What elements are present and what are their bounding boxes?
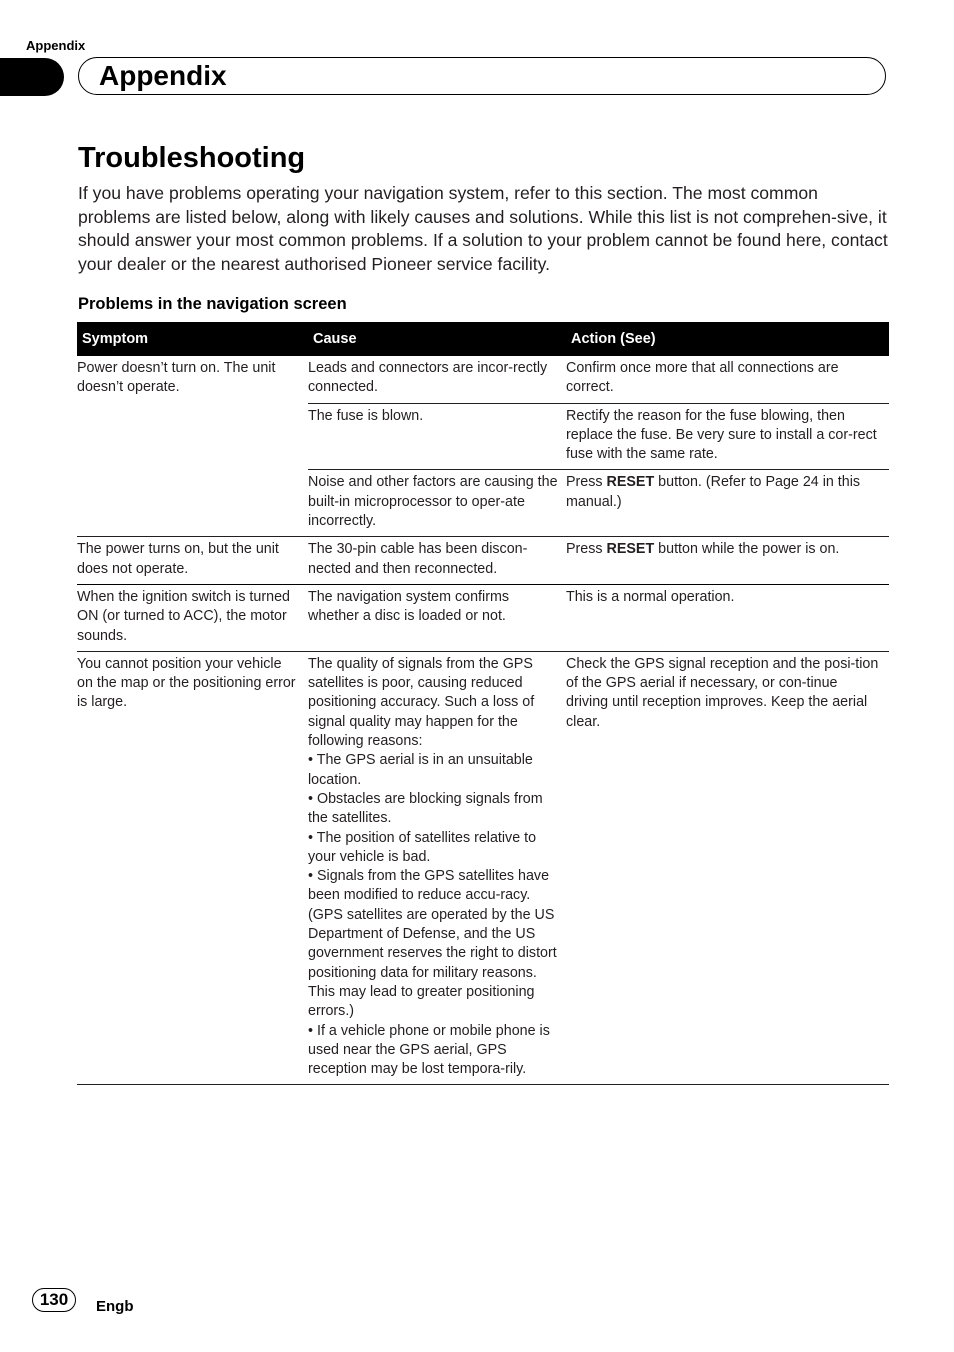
header-action: Action (See) (566, 322, 889, 356)
cause-bullet: • Signals from the GPS satellites have been modified to reduce accu-racy. (GPS satellites are operated by the US Department of Defense, and the US government reserves the right to distort positioning data for military reasons. This may lead to greater positioning errors.) (308, 868, 557, 1020)
cause-bullet: • The GPS aerial is in an unsuitable location. (308, 752, 533, 788)
cause-bullet: • If a vehicle phone or mobile phone is used near the GPS aerial, GPS reception may be lost tempora-rily. (308, 1022, 550, 1078)
troubleshooting-table (77, 322, 889, 1085)
action-text: Press (566, 474, 607, 491)
cause-intro: The quality of signals from the GPS satellites is poor, causing reduced positioning accuracy. Such a loss of signal quality may happen for the following reasons: (308, 655, 535, 750)
symptom-cell: When the ignition switch is turned ON (or turned to ACC), the motor sounds. (77, 584, 308, 651)
action-text: Press (566, 541, 607, 558)
action-text: button while the power is on. (654, 541, 840, 558)
action-cell: Rectify the reason for the fuse blowing, then replace the fuse. Be very sure to install a cor-rect fuse with the same rate. (566, 403, 889, 470)
action-cell (566, 537, 889, 585)
table-row (77, 651, 889, 1085)
table-row (77, 356, 889, 403)
header-cause: Cause (308, 322, 566, 356)
cause-cell: The navigation system confirms whether a disc is loaded or not. (308, 584, 566, 651)
cause-bullet: • The position of satellites relative to your vehicle is bad. (308, 829, 537, 865)
page-number-badge: 130 (32, 1288, 76, 1312)
reset-button-label: RESET (606, 541, 655, 558)
symptom-cell: Power doesn’t turn on. The unit doesn’t operate. (77, 360, 276, 396)
cause-cell: The 30-pin cable has been discon-nected and then reconnected. (308, 537, 566, 585)
running-head: Appendix (26, 38, 86, 53)
page-title: Troubleshooting (78, 142, 306, 174)
reset-button-label: RESET (606, 474, 655, 491)
cause-cell (308, 651, 566, 1085)
section-header (78, 57, 886, 95)
table-row (77, 584, 889, 651)
action-cell (566, 470, 889, 537)
intro-paragraph: If you have problems operating your navigation system, refer to this section. The most common problems are listed below, along with likely causes and solutions. While this list is not comprehen-sive, it should answer your most common problems. If a solution to your problem cannot be found here, contact your dealer or the nearest authorised Pioneer service facility. (78, 183, 888, 275)
symptom-cell: You cannot position your vehicle on the map or the positioning error is large. (77, 651, 308, 1085)
cause-cell: The fuse is blown. (308, 403, 566, 470)
section-title: Appendix (99, 60, 227, 91)
cause-bullet: • Obstacles are blocking signals from the satellites. (308, 790, 543, 827)
action-cell: Confirm once more that all connections are correct. (566, 360, 839, 396)
action-cell: This is a normal operation. (566, 584, 889, 651)
table-row (77, 537, 889, 585)
header-symptom: Symptom (77, 322, 308, 356)
action-text: button. (Refer to Page 24 in this manual.) (566, 474, 861, 510)
sub-heading: Problems in the navigation screen (78, 295, 347, 313)
section-tab-marker (0, 58, 64, 96)
cause-cell: Noise and other factors are causing the built-in microprocessor to oper-ate incorrectly. (308, 470, 566, 537)
language-code: Engb (96, 1298, 134, 1315)
table-header-row (77, 322, 889, 356)
action-cell: Check the GPS signal reception and the posi-tion of the GPS aerial if necessary, or con-tinue driving until reception improves. Keep the aerial clear. (566, 651, 889, 1085)
symptom-cell: The power turns on, but the unit does not operate. (77, 537, 308, 585)
cause-cell: Leads and connectors are incor-rectly connected. (308, 360, 548, 396)
